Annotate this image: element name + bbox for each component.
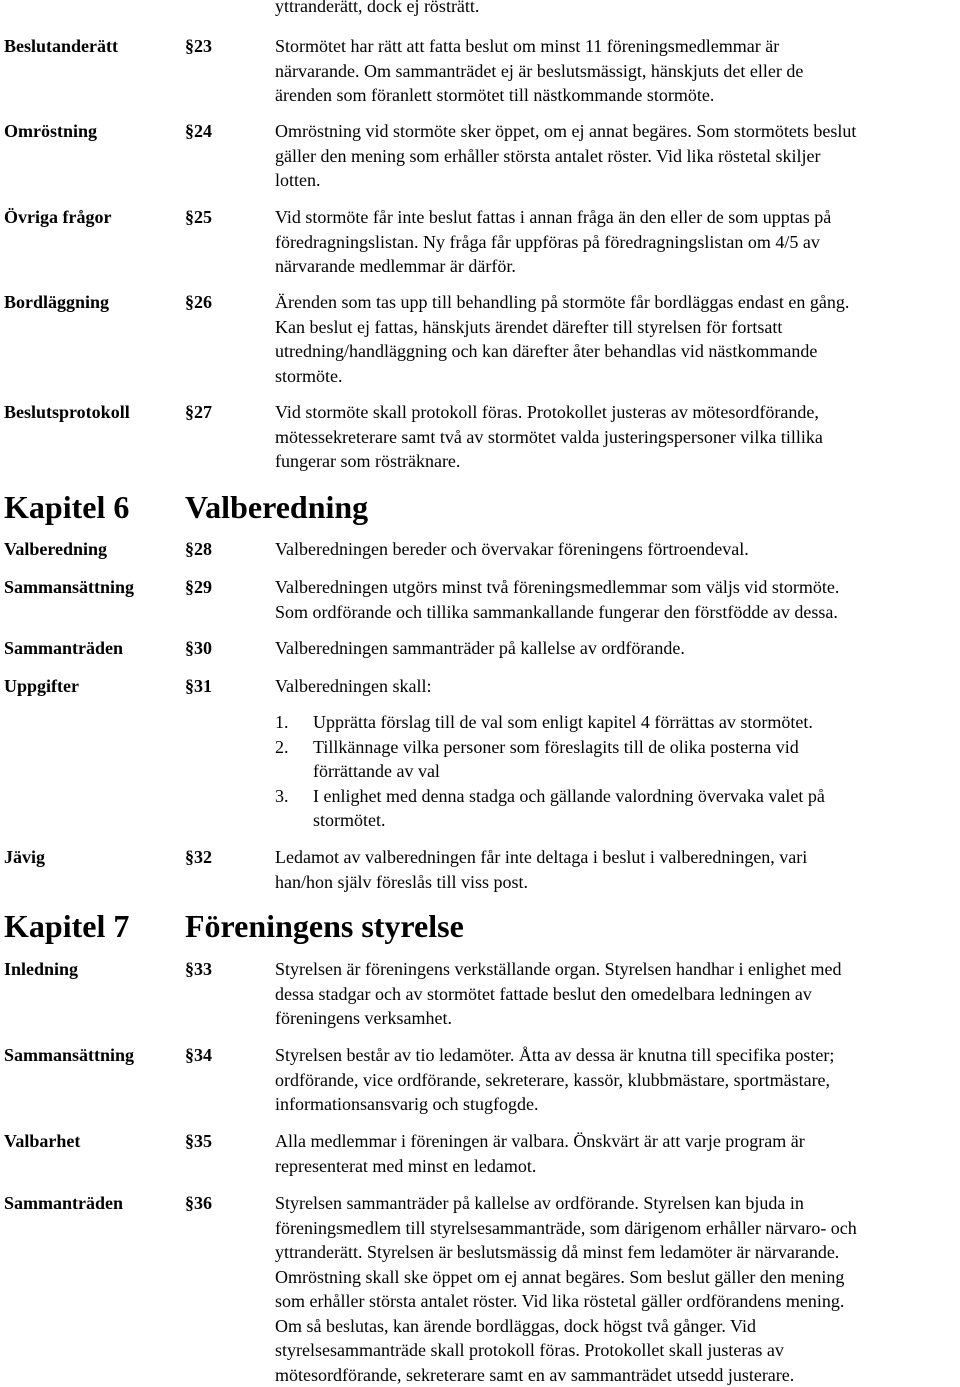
section-text — [275, 957, 960, 1031]
text-line: Valberedningen sammanträder på kallelse av ordförande. — [275, 638, 685, 658]
text-line: Omröstning vid stormöte sker öppet, om ej annat begäres. Som stormötets beslut — [275, 121, 857, 141]
task-list — [275, 710, 825, 833]
section-number: §35 — [185, 1131, 212, 1151]
text-line: informationsansvarig och stugfogde. — [275, 1094, 539, 1114]
text-line: han/hon själv föreslås till viss post. — [275, 871, 528, 892]
section-text — [275, 34, 960, 108]
section-number: §23 — [185, 36, 212, 56]
text-line: stormöte. — [275, 365, 343, 386]
section-number: §29 — [185, 577, 212, 597]
text-line: Ärenden som tas upp till behandling på stormöte får bordläggas endast en gång. — [275, 292, 850, 312]
section-label: Valbarhet — [4, 1131, 81, 1151]
text-line: stormötet. — [313, 810, 386, 830]
section-number: §24 — [185, 121, 212, 141]
chapter-label: Kapitel 7 — [4, 908, 130, 944]
text-line: ordförande, vice ordförande, sekreterare, kassör, klubbmästare, sportmästare, — [275, 1069, 831, 1090]
list-number: 3. — [275, 785, 289, 806]
text-line: Om så beslutas, kan ärende bordläggas, dock högst två gånger. Vid — [275, 1315, 756, 1336]
text-line: som erhåller största antalet röster. Vid lika röstetal gäller ordförandens mening. — [275, 1291, 845, 1311]
section-number: §36 — [185, 1193, 212, 1213]
section-label: Sammanträden — [4, 1193, 124, 1213]
section-label: Sammansättning — [4, 1045, 135, 1065]
text-line: mötesordförande, sekreterare samt en av sammanträdet utsedd justerare. — [275, 1364, 795, 1385]
text-line: Vid stormöte skall protokoll föras. Protokollet justeras av mötesordförande, — [275, 402, 819, 422]
text-line: Valberedningen bereder och övervakar föreningens förtroendeval. — [275, 539, 749, 559]
text-line: yttranderätt. Styrelsen är beslutsmässig då minst fem ledamöter är närvarande. — [275, 1242, 840, 1262]
text-line: föredragningslistan. Ny fråga får uppföras på föredragningslistan om 4/5 av — [275, 231, 820, 252]
chapter-label: Kapitel 6 — [4, 489, 130, 525]
section-text — [275, 674, 960, 699]
section-text — [275, 1191, 960, 1387]
text-line: Omröstning skall ske öppet om ej annat begäres. Som beslut gäller den mening — [275, 1266, 845, 1287]
text-line: lotten. — [275, 170, 321, 190]
text-line: Ledamot av valberedningen får inte deltaga i beslut i valberedningen, vari — [275, 847, 808, 867]
section-label: Jävig — [4, 847, 46, 867]
text-line: närvarande medlemmar är därför. — [275, 256, 516, 276]
text-line: närvarande. Om sammanträdet ej är beslutsmässigt, hänskjuts det eller de — [275, 60, 804, 81]
text-line: Tillkännage vilka personer som föreslagits till de olika posterna vid — [313, 736, 799, 757]
section-number: §26 — [185, 292, 212, 312]
section-text — [275, 290, 960, 388]
section-label: Uppgifter — [4, 676, 79, 696]
section-text — [275, 119, 960, 193]
section-label: Sammansättning — [4, 577, 135, 597]
section-text — [275, 636, 960, 661]
section-number: §32 — [185, 847, 212, 867]
text-line: I enlighet med denna stadga och gällande valordning övervaka valet på — [313, 785, 825, 806]
section-text — [275, 575, 960, 624]
list-number: 2. — [275, 736, 289, 757]
section-number: §25 — [185, 207, 212, 227]
list-number: 1. — [275, 712, 289, 732]
text-line: mötessekreterare samt två av stormötet valda justeringspersoner vilka tillika — [275, 426, 823, 447]
section-text — [275, 1043, 960, 1117]
section-label: Inledning — [4, 959, 79, 979]
text-line: Valberedningen skall: — [275, 676, 432, 696]
section-number: §34 — [185, 1045, 212, 1065]
text-line: Upprätta förslag till de val som enligt kapitel 4 förrättas av stormötet. — [313, 712, 813, 732]
text-line: ärenden som föranlett stormötet till nästkommande stormöte. — [275, 85, 715, 105]
text-line: representerat med minst en ledamot. — [275, 1155, 537, 1176]
list-item — [275, 710, 825, 735]
section-text — [275, 845, 960, 894]
text-line: gäller den mening som erhåller största antalet röster. Vid lika röstetal skiljer — [275, 145, 821, 166]
text-line: Alla medlemmar i föreningen är valbara. Önskvärt är att varje program är — [275, 1131, 805, 1151]
text-line: dessa stadgar och av stormötet fattade beslut den omedelbara ledningen av — [275, 983, 812, 1004]
text-line: Kan beslut ej fattas, hänskjuts ärendet därefter till styrelsen för fortsatt — [275, 316, 783, 337]
section-label: Övriga frågor — [4, 207, 112, 227]
text-line: Styrelsen består av tio ledamöter. Åtta av dessa är knutna till specifika poster; — [275, 1045, 835, 1065]
section-number: §30 — [185, 638, 212, 658]
section-number: §31 — [185, 676, 212, 696]
list-item — [275, 784, 825, 833]
section-label: Valberedning — [4, 539, 108, 559]
text-line: Som ordförande och tillika sammankallande fungerar den förstfödde av dessa. — [275, 601, 838, 622]
text-line: förrättande av val — [313, 761, 440, 781]
list-item — [275, 735, 825, 784]
text-line: Vid stormöte får inte beslut fattas i annan fråga än den eller de som upptas på — [275, 207, 832, 227]
text-line: Valberedningen utgörs minst två föreningsmedlemmar som väljs vid stormöte. — [275, 577, 840, 597]
text-line: föreningsmedlem till styrelsesammanträde, som därigenom erhåller närvaro- och — [275, 1217, 857, 1238]
section-number: §33 — [185, 959, 212, 979]
section-text — [275, 537, 960, 562]
text-line: föreningens verksamhet. — [275, 1008, 452, 1028]
section-text — [275, 400, 960, 474]
section-text — [275, 1129, 960, 1178]
text-line: fungerar som rösträknare. — [275, 451, 461, 471]
text-line: styrelsesammanträde skall protokoll föras. Protokollet skall justeras av — [275, 1340, 784, 1360]
section-label: Omröstning — [4, 121, 98, 141]
section-label: Beslutanderätt — [4, 36, 118, 56]
text-line: utredning/handläggning och kan därefter åter behandlas vid nästkommande — [275, 341, 818, 361]
section-label: Beslutsprotokoll — [4, 402, 130, 422]
continuation-line: yttranderätt, dock ej rösträtt. — [275, 0, 480, 16]
chapter-title: Valberedning — [185, 489, 369, 525]
chapter-title: Föreningens styrelse — [185, 908, 464, 944]
text-line: Styrelsen är föreningens verkställande organ. Styrelsen handhar i enlighet med — [275, 959, 842, 979]
text-line: Stormötet har rätt att fatta beslut om minst 11 föreningsmedlemmar är — [275, 36, 780, 56]
section-number: §28 — [185, 539, 212, 559]
section-number: §27 — [185, 402, 212, 422]
section-label: Bordläggning — [4, 292, 110, 312]
text-line: Styrelsen sammanträder på kallelse av ordförande. Styrelsen kan bjuda in — [275, 1193, 804, 1213]
section-label: Sammanträden — [4, 638, 124, 658]
section-text — [275, 205, 960, 279]
